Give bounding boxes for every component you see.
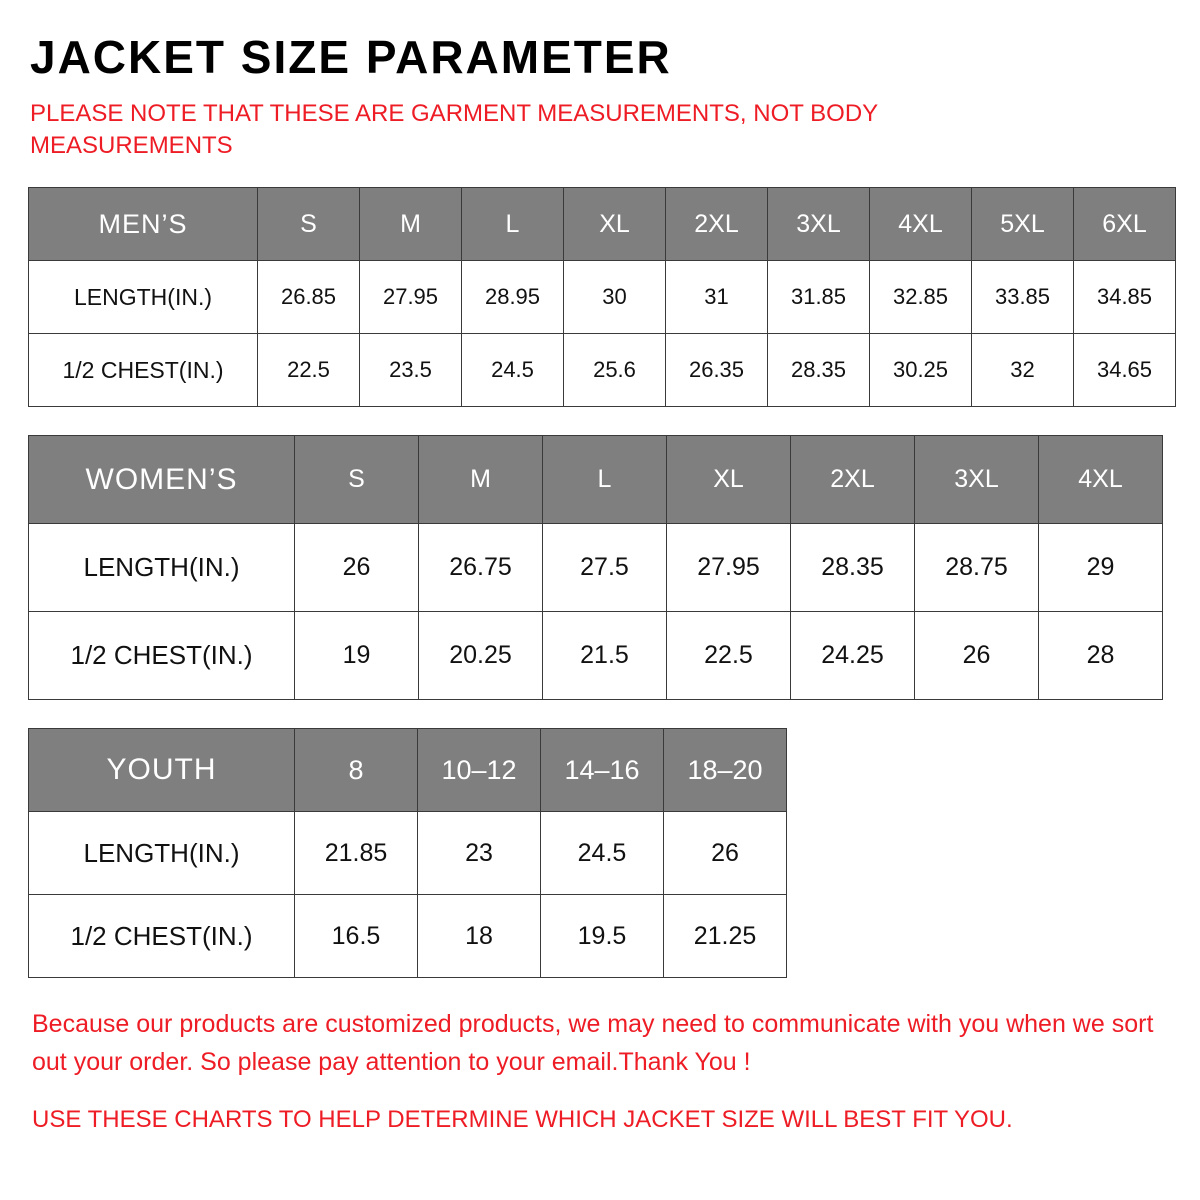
table-row — [29, 612, 1163, 700]
table-cell: 23.5 — [360, 334, 462, 407]
table-cell: 24.25 — [791, 612, 915, 700]
womens-table-body — [29, 436, 1163, 700]
table-cell: 27.95 — [360, 261, 462, 334]
table-cell: 28 — [1039, 612, 1163, 700]
table-cell: 22.5 — [258, 334, 360, 407]
mens-table-body — [29, 188, 1176, 407]
mens-size-header: XL — [564, 188, 666, 261]
table-cell: 32 — [972, 334, 1074, 407]
table-cell: 28.95 — [462, 261, 564, 334]
table-cell: 34.85 — [1074, 261, 1176, 334]
table-cell: 21.5 — [543, 612, 667, 700]
table-cell: 21.25 — [664, 895, 787, 978]
table-cell: 19.5 — [541, 895, 664, 978]
mens-row-label-chest: 1/2 CHEST(IN.) — [29, 334, 258, 407]
youth-size-header: 14–16 — [541, 729, 664, 812]
womens-size-table — [28, 435, 1163, 700]
table-row — [29, 261, 1176, 334]
womens-size-header: L — [543, 436, 667, 524]
table-cell: 19 — [295, 612, 419, 700]
youth-row-label-length: LENGTH(IN.) — [29, 812, 295, 895]
table-cell: 23 — [418, 812, 541, 895]
table-row — [29, 334, 1176, 407]
table-cell: 21.85 — [295, 812, 418, 895]
mens-size-header: S — [258, 188, 360, 261]
womens-size-header: S — [295, 436, 419, 524]
mens-size-header: 5XL — [972, 188, 1074, 261]
mens-row-label-length: LENGTH(IN.) — [29, 261, 258, 334]
womens-size-header: M — [419, 436, 543, 524]
youth-size-header: 18–20 — [664, 729, 787, 812]
table-cell: 26 — [664, 812, 787, 895]
womens-size-header: 4XL — [1039, 436, 1163, 524]
table-cell: 34.65 — [1074, 334, 1176, 407]
womens-row-label-length: LENGTH(IN.) — [29, 524, 295, 612]
mens-category-label: MEN’S — [29, 188, 258, 261]
mens-size-header: L — [462, 188, 564, 261]
table-cell: 29 — [1039, 524, 1163, 612]
table-cell: 31 — [666, 261, 768, 334]
chart-usage-note: USE THESE CHARTS TO HELP DETERMINE WHICH JACKET SIZE WILL BEST FIT YOU. — [32, 1106, 1013, 1134]
youth-size-header: 8 — [295, 729, 418, 812]
mens-size-header: 2XL — [666, 188, 768, 261]
table-cell: 20.25 — [419, 612, 543, 700]
table-cell: 18 — [418, 895, 541, 978]
youth-size-table — [28, 728, 787, 978]
table-cell: 16.5 — [295, 895, 418, 978]
table-row — [29, 524, 1163, 612]
youth-size-header: 10–12 — [418, 729, 541, 812]
table-cell: 32.85 — [870, 261, 972, 334]
page-title: JACKET SIZE PARAMETER — [30, 31, 672, 83]
table-cell: 24.5 — [541, 812, 664, 895]
table-cell: 26.75 — [419, 524, 543, 612]
table-cell: 27.5 — [543, 524, 667, 612]
table-cell: 28.35 — [768, 334, 870, 407]
table-cell: 26.85 — [258, 261, 360, 334]
youth-category-label: YOUTH — [29, 729, 295, 812]
table-cell: 27.95 — [667, 524, 791, 612]
table-cell: 31.85 — [768, 261, 870, 334]
customization-note: Because our products are customized products, we may need to communicate with you when we sort out your order. So please pay attention to your email.Thank You ! — [32, 1010, 1154, 1076]
table-cell: 30 — [564, 261, 666, 334]
womens-category-label: WOMEN’S — [29, 436, 295, 524]
table-cell: 28.75 — [915, 524, 1039, 612]
womens-size-header: 3XL — [915, 436, 1039, 524]
table-cell: 24.5 — [462, 334, 564, 407]
garment-measurement-note: PLEASE NOTE THAT THESE ARE GARMENT MEASUREMENTS, NOT BODY MEASUREMENTS — [30, 100, 878, 159]
table-row — [29, 812, 787, 895]
table-cell: 30.25 — [870, 334, 972, 407]
mens-size-header: 3XL — [768, 188, 870, 261]
mens-size-table — [28, 187, 1176, 407]
youth-header-row — [29, 729, 787, 812]
table-cell: 26 — [915, 612, 1039, 700]
table-cell: 26 — [295, 524, 419, 612]
table-cell: 25.6 — [564, 334, 666, 407]
table-cell: 26.35 — [666, 334, 768, 407]
youth-table-body — [29, 729, 787, 978]
table-row — [29, 895, 787, 978]
mens-size-header: 6XL — [1074, 188, 1176, 261]
table-cell: 28.35 — [791, 524, 915, 612]
mens-size-header: M — [360, 188, 462, 261]
table-cell: 22.5 — [667, 612, 791, 700]
womens-size-header: XL — [667, 436, 791, 524]
mens-size-header: 4XL — [870, 188, 972, 261]
womens-row-label-chest: 1/2 CHEST(IN.) — [29, 612, 295, 700]
youth-row-label-chest: 1/2 CHEST(IN.) — [29, 895, 295, 978]
womens-header-row — [29, 436, 1163, 524]
table-cell: 33.85 — [972, 261, 1074, 334]
mens-header-row — [29, 188, 1176, 261]
womens-size-header: 2XL — [791, 436, 915, 524]
